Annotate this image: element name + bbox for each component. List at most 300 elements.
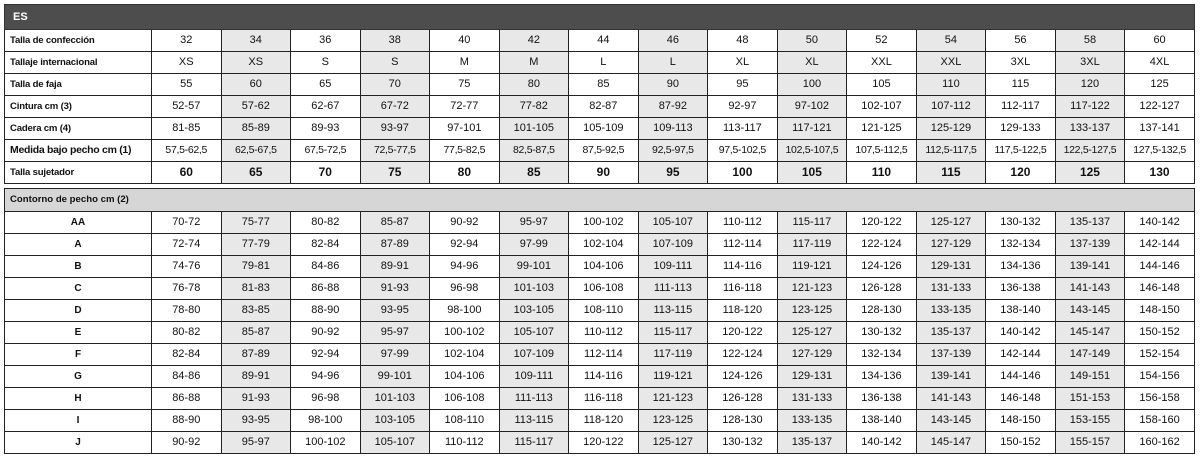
table-cell: 80-82 (291, 212, 361, 234)
table-cell: 139-141 (916, 366, 986, 388)
table-cell: 109-111 (638, 256, 708, 278)
table-cell: 110-112 (430, 432, 500, 454)
table-cell: 70-72 (152, 212, 222, 234)
row-label: Cintura cm (3) (5, 96, 152, 118)
row-label: Talla de faja (5, 74, 152, 96)
table-cell: 138-140 (986, 300, 1056, 322)
table-cell: 112,5-117,5 (916, 140, 986, 162)
table-cell: 109-111 (499, 366, 569, 388)
table-cell: 107-109 (499, 344, 569, 366)
table-cell: 115-117 (638, 322, 708, 344)
table-cell: 72,5-77,5 (360, 140, 430, 162)
table-cell: 107-109 (638, 234, 708, 256)
table-cell: 130-132 (847, 322, 917, 344)
table-cell: 52-57 (152, 96, 222, 118)
table-cell: 100-102 (569, 212, 639, 234)
table-cell: 96-98 (430, 278, 500, 300)
table-cell: 140-142 (847, 432, 917, 454)
table-cell: 119-121 (777, 256, 847, 278)
table-cell: 154-156 (1125, 366, 1195, 388)
row-label: D (5, 300, 152, 322)
table-cell: 118-120 (708, 300, 778, 322)
table-cell: 90-92 (291, 322, 361, 344)
table-cell: XXL (847, 52, 917, 74)
table-cell: 77-79 (221, 234, 291, 256)
table-cell: 93-95 (221, 410, 291, 432)
table-cell: 92-97 (708, 96, 778, 118)
table-cell: 97-101 (430, 118, 500, 140)
table-cell: 111-113 (499, 388, 569, 410)
table-cell: 160-162 (1125, 432, 1195, 454)
table-cell: 112-117 (986, 96, 1056, 118)
table-cell: 114-116 (569, 366, 639, 388)
table-cell: 102-104 (430, 344, 500, 366)
table-cell: 112-114 (708, 234, 778, 256)
table-cell: 126-128 (847, 278, 917, 300)
table-cell: 115 (986, 74, 1056, 96)
table-cell: 46 (638, 30, 708, 52)
table-cell: 105-107 (638, 212, 708, 234)
table-cell: 150-152 (1125, 322, 1195, 344)
row-label: H (5, 388, 152, 410)
table-cell: 105-109 (569, 118, 639, 140)
table-cell: 138-140 (847, 410, 917, 432)
table-cell: 65 (221, 162, 291, 184)
table-cell: 85-87 (221, 322, 291, 344)
table-cell: 135-137 (1055, 212, 1125, 234)
row-label: I (5, 410, 152, 432)
table-cell: XXL (916, 52, 986, 74)
table-cell: 149-151 (1055, 366, 1125, 388)
table-cell: 87-89 (360, 234, 430, 256)
table-cell: 156-158 (1125, 388, 1195, 410)
table-cell: 77-82 (499, 96, 569, 118)
table-cell: 72-74 (152, 234, 222, 256)
row-label: A (5, 234, 152, 256)
table-cell: 105-107 (360, 432, 430, 454)
table-cell: 97-102 (777, 96, 847, 118)
table-cell: 3XL (1055, 52, 1125, 74)
table-cell: 110 (916, 74, 986, 96)
table-cell: 102-104 (569, 234, 639, 256)
table-cell: 121-125 (847, 118, 917, 140)
table-cell: 105 (847, 74, 917, 96)
table-cell: 113-115 (499, 410, 569, 432)
table-cell: 78-80 (152, 300, 222, 322)
cup-row (5, 278, 1195, 300)
table-cell: 125 (1055, 162, 1125, 184)
table-cell: 42 (499, 30, 569, 52)
table-cell: 134-136 (847, 366, 917, 388)
table-cell: 82-84 (291, 234, 361, 256)
table-cell: 117-121 (777, 118, 847, 140)
row-label: Cadera cm (4) (5, 118, 152, 140)
table-cell: 124-126 (847, 256, 917, 278)
table-cell: 82-87 (569, 96, 639, 118)
table-cell: 131-133 (916, 278, 986, 300)
table-cell: 116-118 (708, 278, 778, 300)
table-cell: 75 (430, 74, 500, 96)
table-cell: 86-88 (152, 388, 222, 410)
table-cell: 72-77 (430, 96, 500, 118)
table-cell: 97-99 (499, 234, 569, 256)
table-cell: 122-124 (708, 344, 778, 366)
table-cell: 54 (916, 30, 986, 52)
table-cell: 104-106 (430, 366, 500, 388)
row-label: Medida bajo pecho cm (1) (5, 140, 152, 162)
table-cell: 55 (152, 74, 222, 96)
table-cell: XS (152, 52, 222, 74)
table-row (5, 96, 1195, 118)
table-cell: 100 (708, 162, 778, 184)
cup-row (5, 366, 1195, 388)
table-cell: 133-135 (916, 300, 986, 322)
table-cell: 91-93 (221, 388, 291, 410)
table-cell: 103-105 (499, 300, 569, 322)
cup-row (5, 256, 1195, 278)
table-cell: 74-76 (152, 256, 222, 278)
table-cell: 107,5-112,5 (847, 140, 917, 162)
table-cell: 112-114 (569, 344, 639, 366)
cup-row (5, 322, 1195, 344)
table-cell: 110-112 (569, 322, 639, 344)
table-cell: 123-125 (638, 410, 708, 432)
table-cell: 141-143 (1055, 278, 1125, 300)
row-label: C (5, 278, 152, 300)
table-cell: 123-125 (777, 300, 847, 322)
table-cell: 107-112 (916, 96, 986, 118)
table-cell: 137-139 (916, 344, 986, 366)
table-cell: 79-81 (221, 256, 291, 278)
table-cell: 90 (569, 162, 639, 184)
table-cell: 132-134 (847, 344, 917, 366)
table-cell: 125-127 (916, 212, 986, 234)
table-cell: 142-144 (986, 344, 1056, 366)
table-cell: 120-122 (708, 322, 778, 344)
table-cell: 117-119 (777, 234, 847, 256)
table-cell: 88-90 (152, 410, 222, 432)
table-row (5, 30, 1195, 52)
table-cell: 129-131 (777, 366, 847, 388)
table-cell: 146-148 (1125, 278, 1195, 300)
table-cell: 83-85 (221, 300, 291, 322)
row-label: Talla sujetador (5, 162, 152, 184)
table-cell: 75 (360, 162, 430, 184)
table-title: ES (5, 5, 1195, 30)
cup-row (5, 388, 1195, 410)
table-cell: 152-154 (1125, 344, 1195, 366)
table-cell: 101-103 (360, 388, 430, 410)
table-cell: 60 (152, 162, 222, 184)
table-cell: 133-137 (1055, 118, 1125, 140)
table-cell: 100-102 (430, 322, 500, 344)
table-cell: 108-110 (430, 410, 500, 432)
table-cell: 127,5-132,5 (1125, 140, 1195, 162)
table-row (5, 52, 1195, 74)
table-cell: 34 (221, 30, 291, 52)
table-cell: 133-135 (777, 410, 847, 432)
table-cell: 81-85 (152, 118, 222, 140)
table-cell: 100 (777, 74, 847, 96)
table-cell: 117-122 (1055, 96, 1125, 118)
table-cell: 95-97 (360, 322, 430, 344)
table-cell: 109-113 (638, 118, 708, 140)
table-cell: 127-129 (916, 234, 986, 256)
table-cell: 81-83 (221, 278, 291, 300)
row-label: E (5, 322, 152, 344)
cup-row (5, 300, 1195, 322)
table-cell: 125-129 (916, 118, 986, 140)
table-cell: 93-97 (360, 118, 430, 140)
table-cell: 134-136 (986, 256, 1056, 278)
table-cell: 125 (1125, 74, 1195, 96)
table-cell: 140-142 (1125, 212, 1195, 234)
table-cell: 82-84 (152, 344, 222, 366)
table-cell: 135-137 (916, 322, 986, 344)
table-cell: 85 (569, 74, 639, 96)
table-cell: 158-160 (1125, 410, 1195, 432)
table-cell: XL (708, 52, 778, 74)
table-cell: 129-133 (986, 118, 1056, 140)
table-cell: 125-127 (638, 432, 708, 454)
table-cell: 56 (986, 30, 1056, 52)
table-cell: 117,5-122,5 (986, 140, 1056, 162)
table-cell: XL (777, 52, 847, 74)
table-cell: 143-145 (1055, 300, 1125, 322)
table-cell: 110-112 (708, 212, 778, 234)
table-cell: 94-96 (291, 366, 361, 388)
table-cell: 128-130 (847, 300, 917, 322)
table-cell: 113-115 (638, 300, 708, 322)
table-cell: 98-100 (291, 410, 361, 432)
table-cell: 103-105 (360, 410, 430, 432)
table-cell: 98-100 (430, 300, 500, 322)
table-cell: 153-155 (1055, 410, 1125, 432)
table-cell: 131-133 (777, 388, 847, 410)
table-cell: 111-113 (638, 278, 708, 300)
table-cell: 155-157 (1055, 432, 1125, 454)
table-cell: 115-117 (777, 212, 847, 234)
table-cell: 99-101 (360, 366, 430, 388)
table-cell: 118-120 (569, 410, 639, 432)
table-cell: 97-99 (360, 344, 430, 366)
table-cell: 102-107 (847, 96, 917, 118)
table-cell: 84-86 (152, 366, 222, 388)
row-label: J (5, 432, 152, 454)
table-cell: 70 (360, 74, 430, 96)
table-cell: 85 (499, 162, 569, 184)
table-cell: 104-106 (569, 256, 639, 278)
table-cell: 60 (221, 74, 291, 96)
table-cell: L (638, 52, 708, 74)
table-cell: 108-110 (569, 300, 639, 322)
cup-row (5, 432, 1195, 454)
table-cell: 106-108 (569, 278, 639, 300)
table-cell: 132-134 (986, 234, 1056, 256)
table-cell: 130 (1125, 162, 1195, 184)
table-cell: 89-91 (360, 256, 430, 278)
section-header-row (5, 189, 1195, 212)
cup-row (5, 344, 1195, 366)
table-cell: 115-117 (499, 432, 569, 454)
table-cell: 127-129 (777, 344, 847, 366)
table-cell: 122-127 (1125, 96, 1195, 118)
table-cell: 148-150 (1125, 300, 1195, 322)
table-cell: 86-88 (291, 278, 361, 300)
table-cell: 58 (1055, 30, 1125, 52)
table-cell: 124-126 (708, 366, 778, 388)
table-cell: 144-146 (1125, 256, 1195, 278)
row-label: F (5, 344, 152, 366)
table-cell: 146-148 (986, 388, 1056, 410)
table-cell: 87,5-92,5 (569, 140, 639, 162)
table-cell: 145-147 (1055, 322, 1125, 344)
table-cell: 80 (499, 74, 569, 96)
table-cell: 88-90 (291, 300, 361, 322)
table-cell: 100-102 (291, 432, 361, 454)
table-cell: 101-103 (499, 278, 569, 300)
row-label: Talla de confección (5, 30, 152, 52)
table-cell: 36 (291, 30, 361, 52)
table-cell: 80 (430, 162, 500, 184)
table-cell: 80-82 (152, 322, 222, 344)
table-cell: XS (221, 52, 291, 74)
table-cell: 52 (847, 30, 917, 52)
table-cell: 97,5-102,5 (708, 140, 778, 162)
table-cell: 102,5-107,5 (777, 140, 847, 162)
table-row (5, 140, 1195, 162)
table-cell: 95 (638, 162, 708, 184)
table-cell: 82,5-87,5 (499, 140, 569, 162)
size-table (4, 4, 1195, 454)
table-cell: 92,5-97,5 (638, 140, 708, 162)
table-cell: 48 (708, 30, 778, 52)
table-cell: 44 (569, 30, 639, 52)
table-cell: 50 (777, 30, 847, 52)
row-label: G (5, 366, 152, 388)
table-cell: 3XL (986, 52, 1056, 74)
table-cell: 92-94 (430, 234, 500, 256)
table-cell: 67,5-72,5 (291, 140, 361, 162)
table-cell: 65 (291, 74, 361, 96)
table-cell: 105 (777, 162, 847, 184)
table-cell: 115 (916, 162, 986, 184)
table-cell: 77,5-82,5 (430, 140, 500, 162)
cup-row (5, 212, 1195, 234)
table-cell: 95-97 (499, 212, 569, 234)
table-cell: 119-121 (638, 366, 708, 388)
table-cell: 95-97 (221, 432, 291, 454)
table-cell: 96-98 (291, 388, 361, 410)
table-cell: 128-130 (708, 410, 778, 432)
table-cell: 141-143 (916, 388, 986, 410)
table-cell: 120 (986, 162, 1056, 184)
table-cell: 87-89 (221, 344, 291, 366)
table-cell: M (499, 52, 569, 74)
table-cell: 120-122 (569, 432, 639, 454)
table-cell: 89-93 (291, 118, 361, 140)
table-cell: 75-77 (221, 212, 291, 234)
table-cell: 135-137 (777, 432, 847, 454)
table-cell: 70 (291, 162, 361, 184)
table-cell: 116-118 (569, 388, 639, 410)
table-cell: M (430, 52, 500, 74)
table-cell: 105-107 (499, 322, 569, 344)
table-cell: L (569, 52, 639, 74)
table-cell: 110 (847, 162, 917, 184)
table-row (5, 162, 1195, 184)
table-cell: 94-96 (430, 256, 500, 278)
table-cell: 142-144 (1125, 234, 1195, 256)
table-cell: 85-87 (360, 212, 430, 234)
table-cell: 147-149 (1055, 344, 1125, 366)
table-cell: 125-127 (777, 322, 847, 344)
table-cell: 140-142 (986, 322, 1056, 344)
table-cell: S (360, 52, 430, 74)
table-cell: 40 (430, 30, 500, 52)
table-cell: 130-132 (708, 432, 778, 454)
table-cell: 117-119 (638, 344, 708, 366)
table-cell: 137-141 (1125, 118, 1195, 140)
table-cell: 99-101 (499, 256, 569, 278)
cup-row (5, 234, 1195, 256)
table-cell: 67-72 (360, 96, 430, 118)
table-cell: 62,5-67,5 (221, 140, 291, 162)
table-cell: 32 (152, 30, 222, 52)
table-cell: 84-86 (291, 256, 361, 278)
table-cell: 145-147 (916, 432, 986, 454)
table-cell: 137-139 (1055, 234, 1125, 256)
table-cell: 90-92 (430, 212, 500, 234)
table-cell: 87-92 (638, 96, 708, 118)
table-cell: 122-124 (847, 234, 917, 256)
table-row (5, 118, 1195, 140)
table-cell: 90 (638, 74, 708, 96)
table-cell: 113-117 (708, 118, 778, 140)
table-cell: 57-62 (221, 96, 291, 118)
table-cell: 85-89 (221, 118, 291, 140)
table-cell: 114-116 (708, 256, 778, 278)
table-cell: 106-108 (430, 388, 500, 410)
table-cell: 151-153 (1055, 388, 1125, 410)
table-cell: 121-123 (638, 388, 708, 410)
table-cell: 76-78 (152, 278, 222, 300)
table-cell: 57,5-62,5 (152, 140, 222, 162)
table-cell: 92-94 (291, 344, 361, 366)
cup-row (5, 410, 1195, 432)
table-cell: 139-141 (1055, 256, 1125, 278)
table-cell: 38 (360, 30, 430, 52)
table-cell: 90-92 (152, 432, 222, 454)
table-cell: 89-91 (221, 366, 291, 388)
row-label: Tallaje internacional (5, 52, 152, 74)
table-row (5, 74, 1195, 96)
row-label: B (5, 256, 152, 278)
table-cell: 120 (1055, 74, 1125, 96)
table-cell: 95 (708, 74, 778, 96)
table-cell: 130-132 (986, 212, 1056, 234)
table-cell: 136-138 (847, 388, 917, 410)
table-cell: 144-146 (986, 366, 1056, 388)
row-label: AA (5, 212, 152, 234)
table-cell: 62-67 (291, 96, 361, 118)
table-title-row (5, 5, 1195, 30)
table-cell: 148-150 (986, 410, 1056, 432)
table-cell: 129-131 (916, 256, 986, 278)
table-cell: 121-123 (777, 278, 847, 300)
table-cell: 150-152 (986, 432, 1056, 454)
table-cell: 136-138 (986, 278, 1056, 300)
